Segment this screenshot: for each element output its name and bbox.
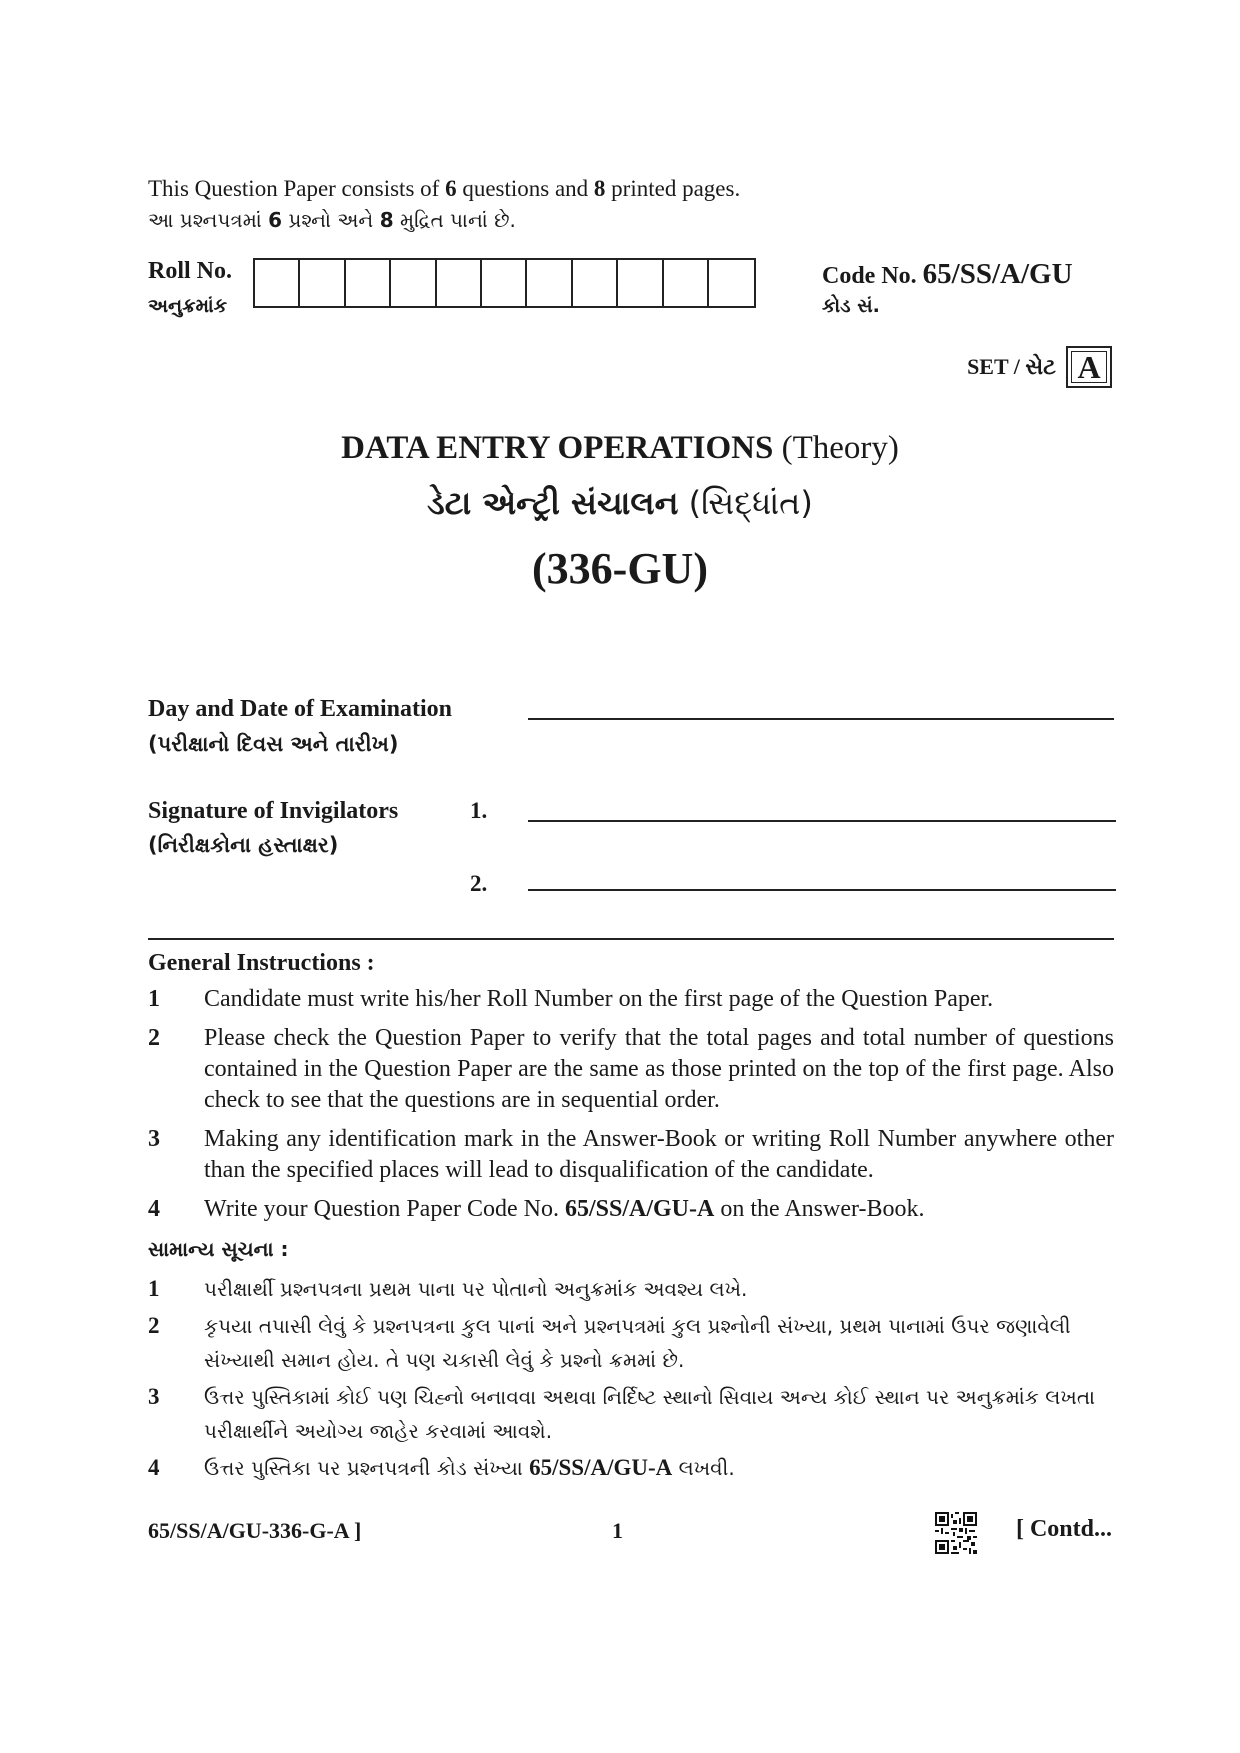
signature-number-1: 1. <box>470 798 488 823</box>
paper-summary <box>148 176 740 202</box>
item-text: ઉત્તર પુસ્તિકામાં કોઈ પણ ચિહ્નો બનાવવા અથવા નિર્દિષ્ટ સ્થાનો સિવાય અન્ય કોઈ સ્થાન પર અનુક્રમાંક લખતા પરીક્ષાર્થીને અયોગ્ય જાહેર કરવામાં આવશે. <box>204 1385 1095 1443</box>
summary-text: પ્રશ્નો અને <box>282 208 380 232</box>
summary-text: printed pages. <box>605 176 741 201</box>
subject-title-gujarati-sub: (સિદ્ધાંત) <box>678 484 813 522</box>
answer-book-code: 65/SS/A/GU-A <box>529 1455 673 1480</box>
item-text: કૃપયા તપાસી લેવું કે પ્રશ્નપત્રના કુલ પાનાં અને પ્રશ્નપત્રમાં કુલ પ્રશ્નોની સંખ્યા, પ્રથમ પાનામાં ઉપર જણાવેલી સંખ્યાથી સમાન હોય. તે પણ ચકાસી લેવું કે પ્રશ્નો ક્રમમાં છે. <box>204 1314 1071 1372</box>
qr-code-icon <box>935 1512 977 1554</box>
set-label: SET / સેટ <box>967 354 1056 379</box>
subject-code: (336-GU) <box>532 544 708 593</box>
paper-summary-gujarati <box>148 208 516 232</box>
set-indicator <box>967 346 1112 388</box>
summary-text: મુદ્રિત પાનાં છે. <box>393 208 516 232</box>
question-count: 6 <box>445 176 457 201</box>
gujarati-instructions-heading: સામાન્ય સૂચના : <box>148 1237 289 1261</box>
roll-number-digit-box[interactable] <box>482 260 527 306</box>
item-text-part: ઉત્તર પુસ્તિકા પર પ્રશ્નપત્રની કોડ સંખ્યા <box>204 1456 530 1480</box>
roll-number-digit-box[interactable] <box>527 260 572 306</box>
item-text <box>204 1451 1114 1485</box>
gujarati-instructions-list <box>148 1272 1114 1488</box>
item-number: 2 <box>148 1025 160 1051</box>
code-label-gujarati: કોડ સં. <box>822 295 880 317</box>
roll-number-digit-box[interactable] <box>618 260 663 306</box>
code-value: 65/SS/A/GU <box>922 258 1073 290</box>
item-text: Candidate must write his/her Roll Number on the first page of the Question Paper. <box>204 986 994 1012</box>
roll-number-digit-box[interactable] <box>664 260 709 306</box>
subject-title-sub: (Theory) <box>773 430 899 466</box>
subject-title-main: DATA ENTRY OPERATIONS <box>341 430 774 466</box>
roll-number-digit-box[interactable] <box>346 260 391 306</box>
item-number: 3 <box>148 1126 160 1152</box>
roll-number-digit-box[interactable] <box>709 260 754 306</box>
summary-text: This Question Paper consists of <box>148 176 446 201</box>
signature-line-1[interactable] <box>528 820 1116 822</box>
page-count: 8 <box>593 176 606 201</box>
general-instructions-heading: General Instructions : <box>148 950 375 976</box>
item-number: 3 <box>148 1384 160 1409</box>
set-value: A <box>1077 349 1101 385</box>
exam-date-label-gujarati: (પરીક્ષાનો દિવસ અને તારીખ) <box>148 732 399 756</box>
roll-number-digit-box[interactable] <box>300 260 345 306</box>
question-count: 6 <box>268 208 282 232</box>
answer-book-code: 65/SS/A/GU-A <box>564 1196 715 1222</box>
invigilator-signature-label-gujarati: (નિરીક્ષકોના હસ્તાક્ષર) <box>148 833 339 857</box>
item-text: Making any identification mark in the Answer-Book or writing Roll Number anywhere other than the specified places will lead to disqualification of the candidate. <box>204 1126 1114 1183</box>
roll-number-digit-box[interactable] <box>437 260 482 306</box>
signature-line-2[interactable] <box>528 889 1116 891</box>
list-item <box>148 1194 1114 1225</box>
item-text-part: Write your Question Paper Code No. <box>204 1196 565 1222</box>
item-text: પરીક્ષાર્થી પ્રશ્નપત્રના પ્રથમ પાના પર પોતાનો અનુક્રમાંક અવશ્ય લખે. <box>204 1277 748 1301</box>
invigilator-signature-label: Signature of Invigilators <box>148 798 399 824</box>
continued-marker: [ Contd... <box>1015 1516 1112 1542</box>
item-text: Please check the Question Paper to verify that the total pages and total number of questions contained in the Question Paper are the same as those printed on the top of the first page. Also check to see that the questions are in sequential order. <box>204 1025 1114 1113</box>
item-text-part: on the Answer-Book. <box>714 1196 925 1222</box>
list-item <box>148 1124 1114 1186</box>
item-text <box>204 1194 1114 1225</box>
section-divider <box>148 938 1114 940</box>
summary-text: questions and <box>456 176 594 201</box>
item-number: 4 <box>148 1455 160 1480</box>
page-count: 8 <box>379 208 394 232</box>
item-number: 4 <box>148 1196 160 1222</box>
set-box <box>1066 346 1112 388</box>
list-item <box>148 1451 1114 1485</box>
list-item <box>148 1272 1114 1306</box>
item-number: 2 <box>148 1313 160 1338</box>
list-item <box>148 1023 1114 1116</box>
signature-number-2: 2. <box>470 871 488 896</box>
item-number: 1 <box>148 1276 160 1301</box>
roll-number-digit-box[interactable] <box>391 260 436 306</box>
roll-number-label-gujarati: અનુક્રમાંક <box>148 295 228 317</box>
list-item <box>148 1309 1114 1377</box>
subject-title-gujarati <box>0 484 1240 523</box>
list-item <box>148 1380 1114 1448</box>
roll-number-digit-box[interactable] <box>255 260 300 306</box>
roll-number-label: Roll No. <box>148 258 232 284</box>
footer-paper-code: 65/SS/A/GU-336-G-A ] <box>148 1518 362 1543</box>
code-label: Code No. <box>822 263 923 289</box>
summary-text: આ પ્રશ્નપત્રમાં <box>148 208 269 232</box>
general-instructions-list <box>148 984 1114 1233</box>
list-item <box>148 984 1114 1015</box>
roll-number-boxes[interactable] <box>253 258 756 308</box>
page-number: 1 <box>612 1518 623 1543</box>
code-number <box>822 258 1073 291</box>
exam-date-label: Day and Date of Examination <box>148 696 453 722</box>
item-text-part: લખવી. <box>672 1456 735 1480</box>
exam-date-line[interactable] <box>528 718 1114 720</box>
item-number: 1 <box>148 986 160 1012</box>
subject-title <box>0 430 1240 467</box>
roll-number-digit-box[interactable] <box>573 260 618 306</box>
subject-title-gujarati-main: ડેટા એન્ટ્રી સંચાલન <box>427 484 679 522</box>
